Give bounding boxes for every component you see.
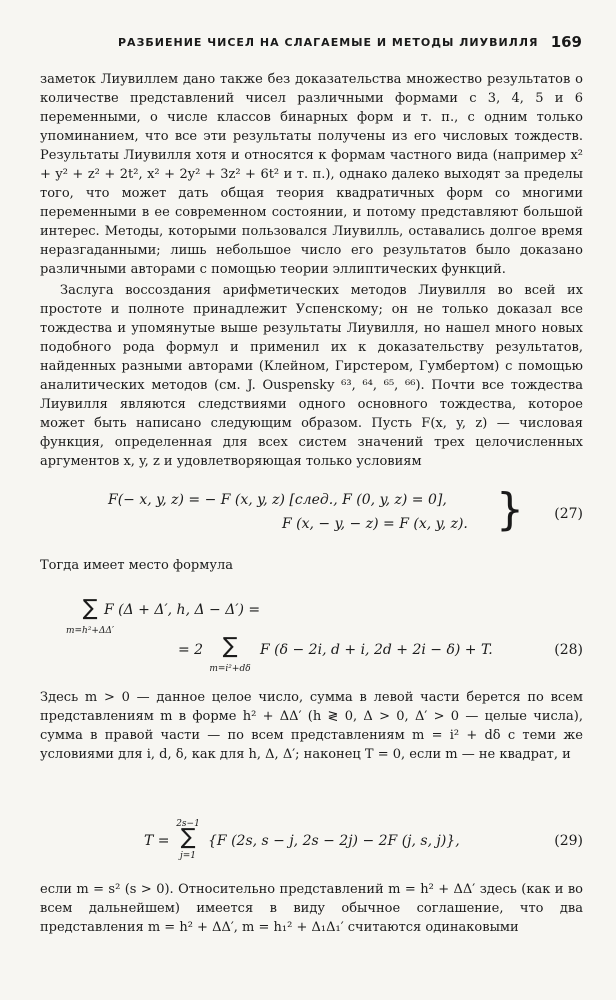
eq29-lhs: T = (144, 833, 170, 849)
eq28-number: (28) (554, 642, 583, 658)
eq28-line-1: F (Δ + Δ′, h, Δ − Δ′) = (104, 602, 261, 618)
eq27-line-2: F (x, − y, − z) = F (x, y, z). (282, 516, 468, 532)
paragraph-2: Заслуга воссоздания арифметических методов Лиувилля во всей их простоте и полноте принадлежит Успенскому; он не только доказал все тождества и упомянутые выше результаты Лиувилля, но нашел много новых подобного рода формул и применил их к доказательству результатов, найденных разными авторами (Клейном, Гирстером, Гумбертом) с помощью аналитических методов (см. J. Ouspensky ⁶³, ⁶⁴, ⁶⁵, ⁶⁶). Почти все тождества Лиувилля являются следствиями одного основного тождества, которое может быть написано следующим образом. Пусть F(x, y, z) — числовая функция, определенная для всех систем значений трех целочисленных аргументов x, y, z и удовлетворяющая только условиям (40, 283, 583, 469)
eq28-sum1-sub: m=h²+ΔΔ′ (65, 626, 115, 636)
eq29-sup: 2s−1 (176, 819, 200, 829)
paragraph-3: Тогда имеет место формула (40, 558, 234, 573)
sum-symbol-2: ∑ (222, 634, 238, 659)
eq28-coef: = 2 (178, 642, 204, 658)
paragraph-1: заметок Лиувиллем дано также без доказательства множество результатов о количестве представлений чисел различными формами с 3, 4, 5 и 6 переменными, о числе классов бинарных форм и т. п., с одним только упоминанием, что все эти результаты получены из его числовых тождеств. Результаты Лиувилля хотя и относятся к формам частного вида (например x² + y² + z² + 2t², x² + 2y² + 3z² + 6t² и т. п.), однако далеко выходят за пределы того, что может дать общая теория квадратичных форм со многими переменными в ее современном состоянии, и потому представляют большой интерес. Методы, которыми пользовался Лиувилль, оставались долгое время неразгаданными; лишь небольшое число его результатов было доказано различными авторами с помощью теории эллиптических функций. (40, 72, 583, 277)
eq27-line-1: F(− x, y, z) = − F (x, y, z) [след., F (0, y, z) = 0], (108, 492, 447, 508)
eq29-body: {F (2s, s − j, 2s − 2j) − 2F (j, s, j)}, (208, 833, 460, 849)
sum-symbol-3: ∑ (180, 825, 196, 850)
page-number: 169 (550, 33, 582, 51)
right-brace: } (496, 484, 524, 535)
page-header (40, 33, 582, 56)
paragraph-5: если m = s² (s > 0). Относительно представлений m = h² + ΔΔ′ здесь (как и во всем дальнейшем) имеется в виду обычное соглашение, что два представления m = h² + ΔΔ′, m = h₁² + Δ₁Δ₁′ считаются одинаковыми (40, 882, 583, 935)
equation-29 (40, 815, 583, 875)
eq29-number: (29) (554, 833, 583, 849)
equation-27 (40, 486, 583, 546)
paragraph-4: Здесь m > 0 — данное целое число, сумма в левой части берется по всем представлениям m в форме h² + ΔΔ′ (h ≷ 0, Δ > 0, Δ′ > 0 — целые числа), сумма в правой части — по всем представлениям m = i² + dδ с теми же условиями для i, d, δ, как для h, Δ, Δ′; наконец T = 0, если m — не квадрат, и (40, 690, 583, 762)
eq27-number: (27) (554, 506, 583, 522)
sum-symbol-1: ∑ (82, 596, 98, 621)
running-head: РАЗБИЕНИЕ ЧИСЕЛ НА СЛАГАЕМЫЕ И МЕТОДЫ ЛИУВИЛЛЯ (118, 36, 539, 49)
main-text (40, 70, 583, 471)
eq28-line-2: F (δ − 2i, d + i, 2d + 2i − δ) + T. (260, 642, 493, 658)
eq29-sub: j=1 (179, 851, 197, 861)
equation-28 (40, 596, 583, 676)
eq28-sum2-sub: m=i²+dδ (209, 664, 251, 674)
